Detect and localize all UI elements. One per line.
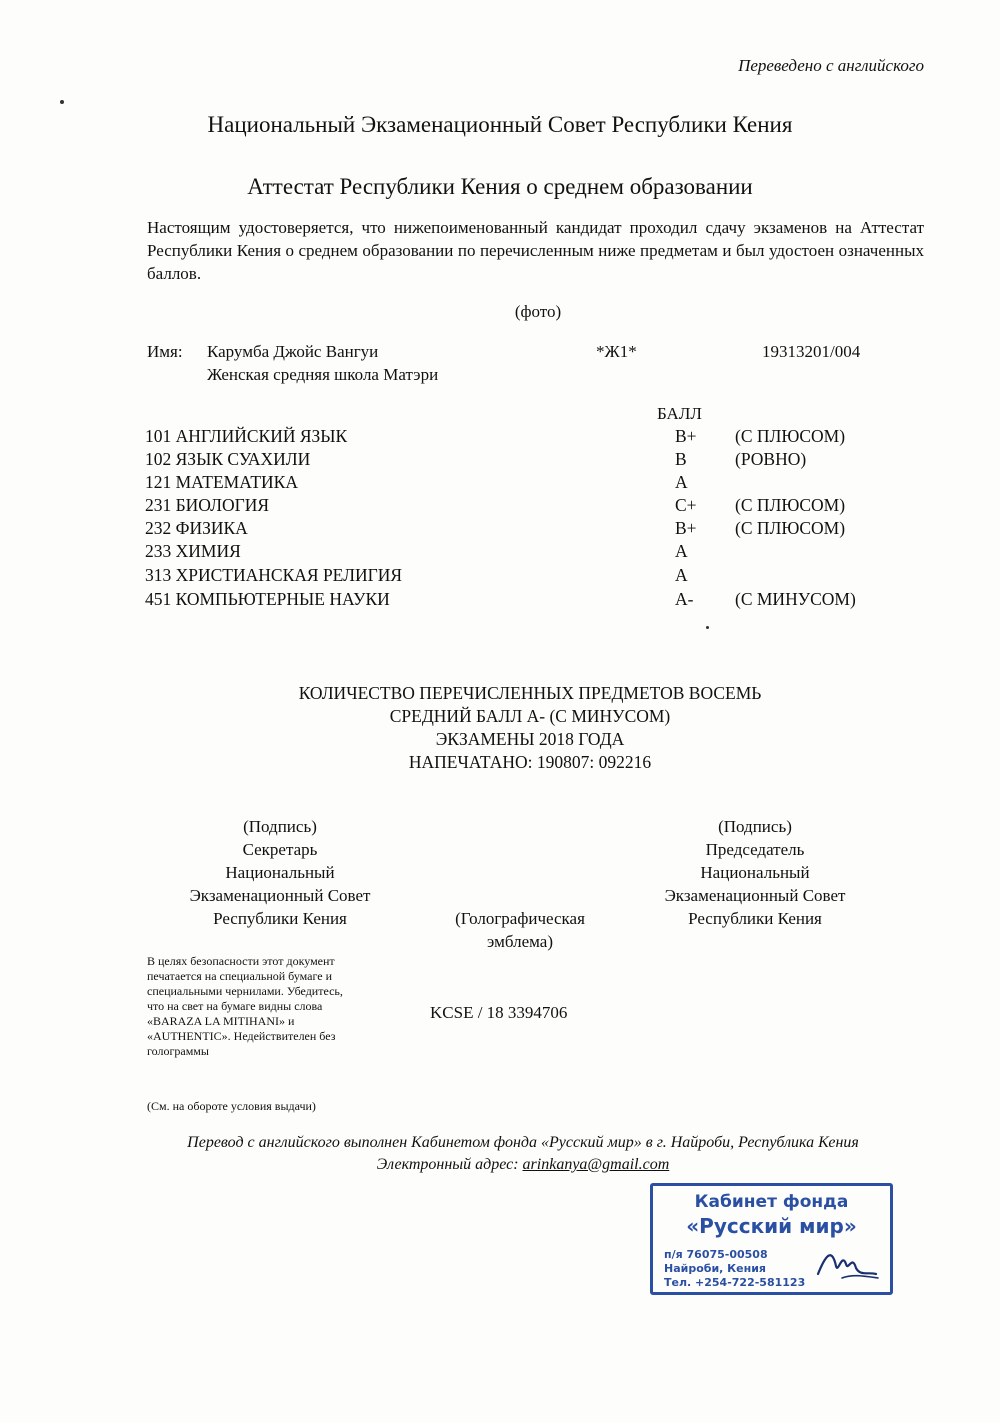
grade-header: БАЛЛ [657,404,702,423]
speck [60,100,64,104]
subject-grade: A [675,565,688,585]
signature-org-line: Экзаменационный Совет [189,886,371,905]
security-note-line: «BARAZA LA MITIHANI» и [147,1014,295,1028]
council-title: Национальный Экзаменационный Совет Республики Кения [207,112,793,137]
subject-grade: A [675,541,688,561]
security-note-line: «AUTHENTIC». Недействителен без [147,1029,336,1043]
candidate-name: Карумба Джойс Вангуи [207,342,379,361]
stamp-line: «Русский мир» [686,1214,857,1238]
subject-name: 313 ХРИСТИАНСКАЯ РЕЛИГИЯ [145,565,403,585]
speck [706,626,709,629]
candidate-school: Женская средняя школа Матэри [207,365,439,384]
photo-label: (фото) [514,302,562,321]
subject-grade: A [675,472,688,492]
organization-stamp [650,1183,893,1295]
certificate-title: Аттестат Республики Кения о среднем образовании [247,174,753,199]
translation-credit: Перевод с английского выполнен Кабинетом фонда «Русский мир» в г. Найроби, Республика Кения [187,1134,859,1151]
security-note-line: В целях безопасности этот документ [147,954,335,968]
signature-label: (Подпись) [718,817,792,836]
summary-block [0,682,1000,774]
exam-year: ЭКЗАМЕНЫ 2018 ГОДА [435,729,625,749]
security-note-line: печатается на специальной бумаге и [147,969,333,983]
name-label: Имя: [147,342,183,361]
subject-name: 232 ФИЗИКА [145,518,248,538]
subject-grade: B+ [675,426,697,446]
subject-grade: C+ [675,495,697,515]
email-label: Электронный адрес: [376,1156,519,1173]
subject-grade: B [675,449,687,469]
subject-name: 451 КОМПЬЮТЕРНЫЕ НАУКИ [145,589,390,609]
subject-name: 101 АНГЛИЙСКИЙ ЯЗЫК [145,426,348,446]
emblem-line: (Голографическая [455,909,585,928]
handwritten-signature [812,1244,882,1284]
signature-org-line: Экзаменационный Совет [664,886,846,905]
security-note-line: голограммы [147,1044,209,1058]
table-row [145,449,905,472]
table-row [145,565,905,588]
email-link[interactable]: arinkanya@gmail.com [522,1156,670,1173]
index-number: 19313201/004 [762,342,861,361]
signature-org-line: Национальный [225,863,335,882]
translated-note: Переведено с английского [738,56,924,75]
signature-title: Секретарь [242,840,318,859]
intro-paragraph: Настоящим удостоверяется, что нижепоименованный кандидат проходил сдачу экзаменов на Аттестат Республики Кения о среднем образовании по перечисленным ниже предметам и был удостоен означенных баллов. [147,218,924,283]
emblem-line: эмблема) [486,932,553,951]
table-row [145,589,905,612]
security-note-line: специальными чернилами. Убедитесь, [147,984,343,998]
stamp-line: п/я 76075-00508 [664,1248,768,1261]
subject-grade-note: (РОВНО) [735,449,807,469]
printed-stamp: НАПЕЧАТАНО: 190807: 092216 [408,752,652,772]
subject-name: 233 ХИМИЯ [145,541,241,561]
table-row [145,495,905,518]
reverse-note: (См. на обороте условия выдачи) [147,1099,316,1113]
subject-name: 102 ЯЗЫК СУАХИЛИ [145,449,311,469]
subject-grade-note: (С ПЛЮСОМ) [735,518,846,538]
table-row [145,426,905,449]
table-row [145,541,905,564]
signature-label: (Подпись) [243,817,317,836]
stamp-line: Найроби, Кения [664,1262,766,1275]
subject-grade-note: (С ПЛЮСОМ) [735,426,846,446]
subject-grade: A- [675,589,694,609]
signature-org-line: Республики Кения [213,909,347,928]
email-line [0,1156,1000,1174]
serial-number: KCSE / 18 3394706 [430,1003,568,1022]
subject-grade: B+ [675,518,697,538]
signature-org-line: Национальный [700,863,810,882]
subject-grade-note: (С МИНУСОМ) [735,589,856,609]
stamp-line: Кабинет фонда [694,1192,849,1212]
signature-org-line: Республики Кения [688,909,822,928]
security-note-line: что на свет на бумаге видны слова [147,999,323,1013]
hologram-emblem-label [420,907,620,953]
chairman-signature-block [605,815,905,930]
subject-name: 121 МАТЕМАТИКА [145,472,298,492]
subject-count: КОЛИЧЕСТВО ПЕРЕЧИСЛЕННЫХ ПРЕДМЕТОВ ВОСЕМЬ [298,683,762,703]
mean-grade: СРЕДНИЙ БАЛЛ A- (С МИНУСОМ) [389,706,671,726]
candidate-code: *Ж1* [596,342,637,361]
subject-name: 231 БИОЛОГИЯ [145,495,270,515]
table-row [145,472,905,495]
secretary-signature-block [130,815,430,930]
security-note [147,954,407,1059]
subject-grade-note: (С ПЛЮСОМ) [735,495,846,515]
table-row [145,518,905,541]
stamp-line: Тел. +254-722-581123 [664,1276,806,1289]
signature-title: Председатель [705,840,805,859]
